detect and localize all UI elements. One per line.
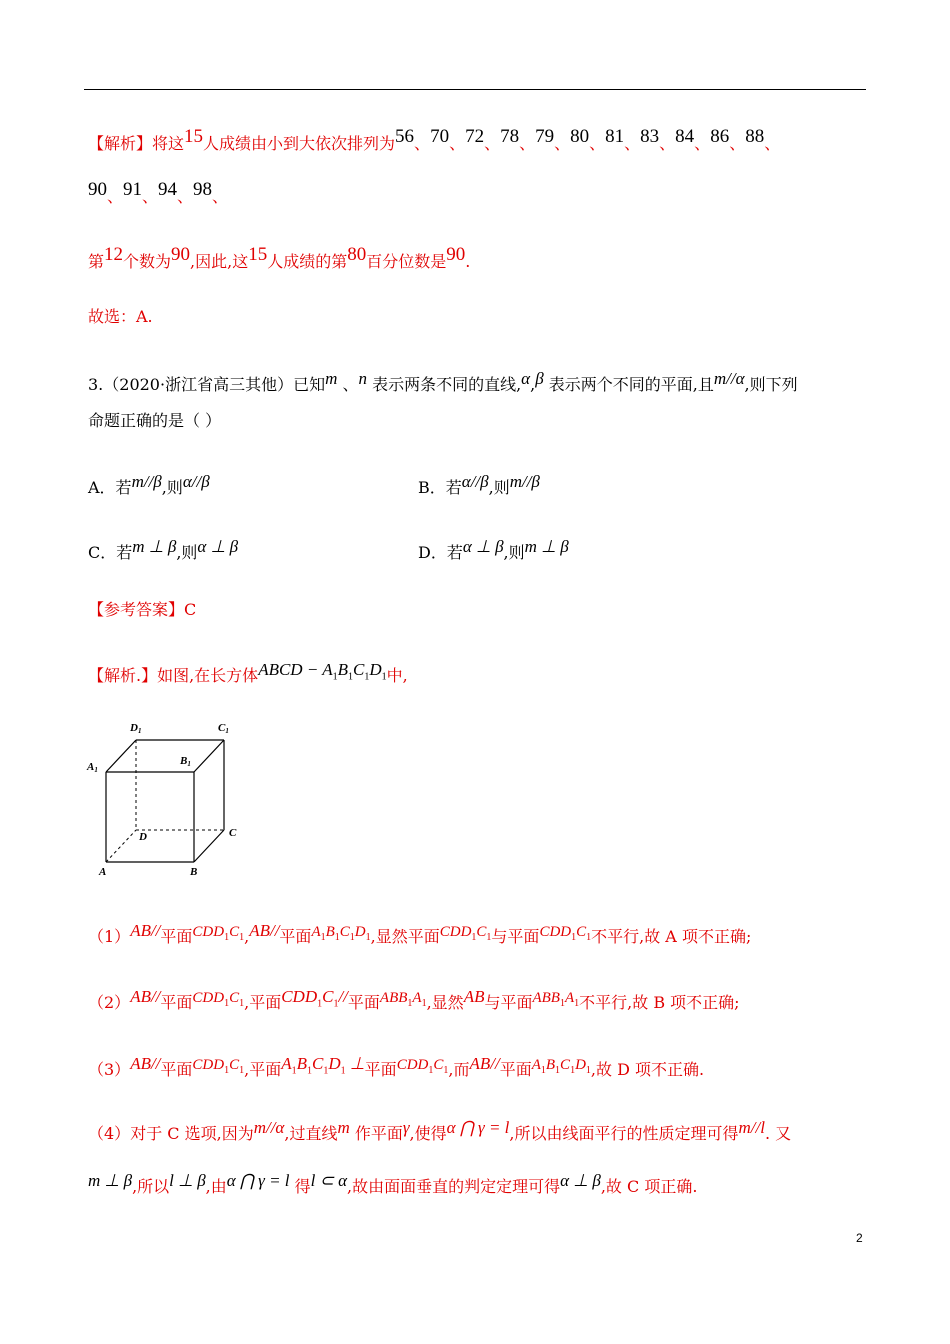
label-b1: B1 — [180, 755, 191, 768]
score-separator: 、 — [484, 134, 501, 153]
sol2-line1: 【解析】将这15人成绩由小到大依次排列为56、70、72、78、79、80、81、83、84、86、88、 — [88, 126, 781, 153]
label-a1: A1 — [87, 761, 98, 774]
option-b: B．若α//β,则m//β — [418, 472, 540, 497]
score-separator: 、 — [449, 134, 466, 153]
edge-ad — [106, 830, 136, 862]
page-number: 2 — [856, 1231, 863, 1245]
score-separator: 、 — [694, 134, 711, 153]
option-a: A．若m//β,则α//β — [88, 472, 210, 497]
q3-stem: 3.（2020·浙江省高三其他）已知m 、n 表示两条不同的直线,α,β 表示两个不同的平面,且m//α,则下列 — [88, 369, 798, 394]
label-d: D — [139, 831, 147, 843]
option-c: C．若m ⊥ β,则α ⊥ β — [88, 537, 239, 562]
score-separator: 、 — [554, 134, 571, 153]
score-value: 98 — [193, 179, 213, 200]
step-4-line2: m ⊥ β,所以l ⊥ β,由α ⋂ γ = l 得l ⊂ α,故由面面垂直的判定定理可得α ⊥ β,故 C 项正确. — [88, 1171, 698, 1196]
score-value: 91 — [123, 179, 143, 200]
score-value: 79 — [535, 126, 555, 147]
step-3: （3）AB//平面$CDD_1C_1$,平面$A_1B_1C_1D_1$ ⊥平面$CDD_1C_1$,而AB//平面$A_1B_1C_1D_1$,故 D 项不正确. — [88, 1054, 705, 1079]
edge-a1d1 — [106, 740, 136, 772]
cuboid-figure — [84, 712, 254, 882]
score-value: 84 — [675, 126, 695, 147]
score-value: 94 — [158, 179, 178, 200]
sol2-line1b — [88, 179, 229, 206]
score-separator: 、 — [414, 134, 431, 153]
option-d: D．若α ⊥ β,则m ⊥ β — [418, 537, 569, 562]
score-separator: 、 — [519, 134, 536, 153]
sol2-answer: 故选：A. — [88, 307, 153, 326]
score-separator: 、 — [624, 134, 641, 153]
score-separator: 、 — [142, 187, 159, 206]
step-2: （2）AB//平面$CDD_1C_1$,平面$CDD_1C_1//$平面$ABB_1A_1$,显然AB与平面$ABB_1A_1$不平行,故 B 项不正确; — [88, 987, 740, 1012]
step-1: （1）AB//平面$CDD_1C_1,AB//$平面$A_1B_1C_1D_1$,显然平面$CDD_1C_1$与平面$CDD_1C_1$不平行,故 A 项不正确; — [88, 921, 752, 946]
label-a: A — [99, 866, 107, 878]
score-separator: 、 — [212, 187, 229, 206]
score-value: 70 — [430, 126, 450, 147]
score-value: 81 — [605, 126, 625, 147]
score-separator: 、 — [107, 187, 124, 206]
score-separator: 、 — [659, 134, 676, 153]
label-c1: C1 — [218, 722, 229, 735]
reference-answer: 【参考答案】C — [88, 600, 197, 619]
score-separator: 、 — [589, 134, 606, 153]
score-value: 88 — [745, 126, 765, 147]
label-d1: D1 — [130, 722, 142, 735]
score-separator: 、 — [177, 187, 194, 206]
label-c: C — [229, 827, 237, 839]
header-rule — [84, 89, 866, 90]
score-value: 72 — [465, 126, 485, 147]
score-value: 86 — [710, 126, 730, 147]
score-value: 56 — [395, 126, 415, 147]
score-separator: 、 — [729, 134, 746, 153]
sol2-line2: 第12个数为90,因此,这15人成绩的第80百分位数是90. — [88, 244, 471, 271]
score-separator: 、 — [764, 134, 781, 153]
sorted-scores-row2 — [88, 179, 229, 206]
step-4: （4）对于 C 选项,因为m//α,过直线m 作平面γ,使得α ⋂ γ = l,所以由线面平行的性质定理可得m//l. 又 — [88, 1118, 792, 1143]
score-value: 90 — [88, 179, 107, 200]
q3-stem-line2: 命题正确的是（ ） — [88, 411, 222, 430]
score-value: 80 — [570, 126, 590, 147]
score-value: 83 — [640, 126, 660, 147]
analysis-tag: 【解析】 — [88, 134, 153, 153]
edge-b1c1 — [194, 740, 224, 772]
edge-bc — [194, 830, 224, 862]
label-b: B — [190, 866, 198, 878]
score-value: 78 — [500, 126, 520, 147]
analysis-intro: 【解析.】如图,在长方体ABCD − $A_1B_1C_1D_1$中, — [88, 660, 408, 685]
